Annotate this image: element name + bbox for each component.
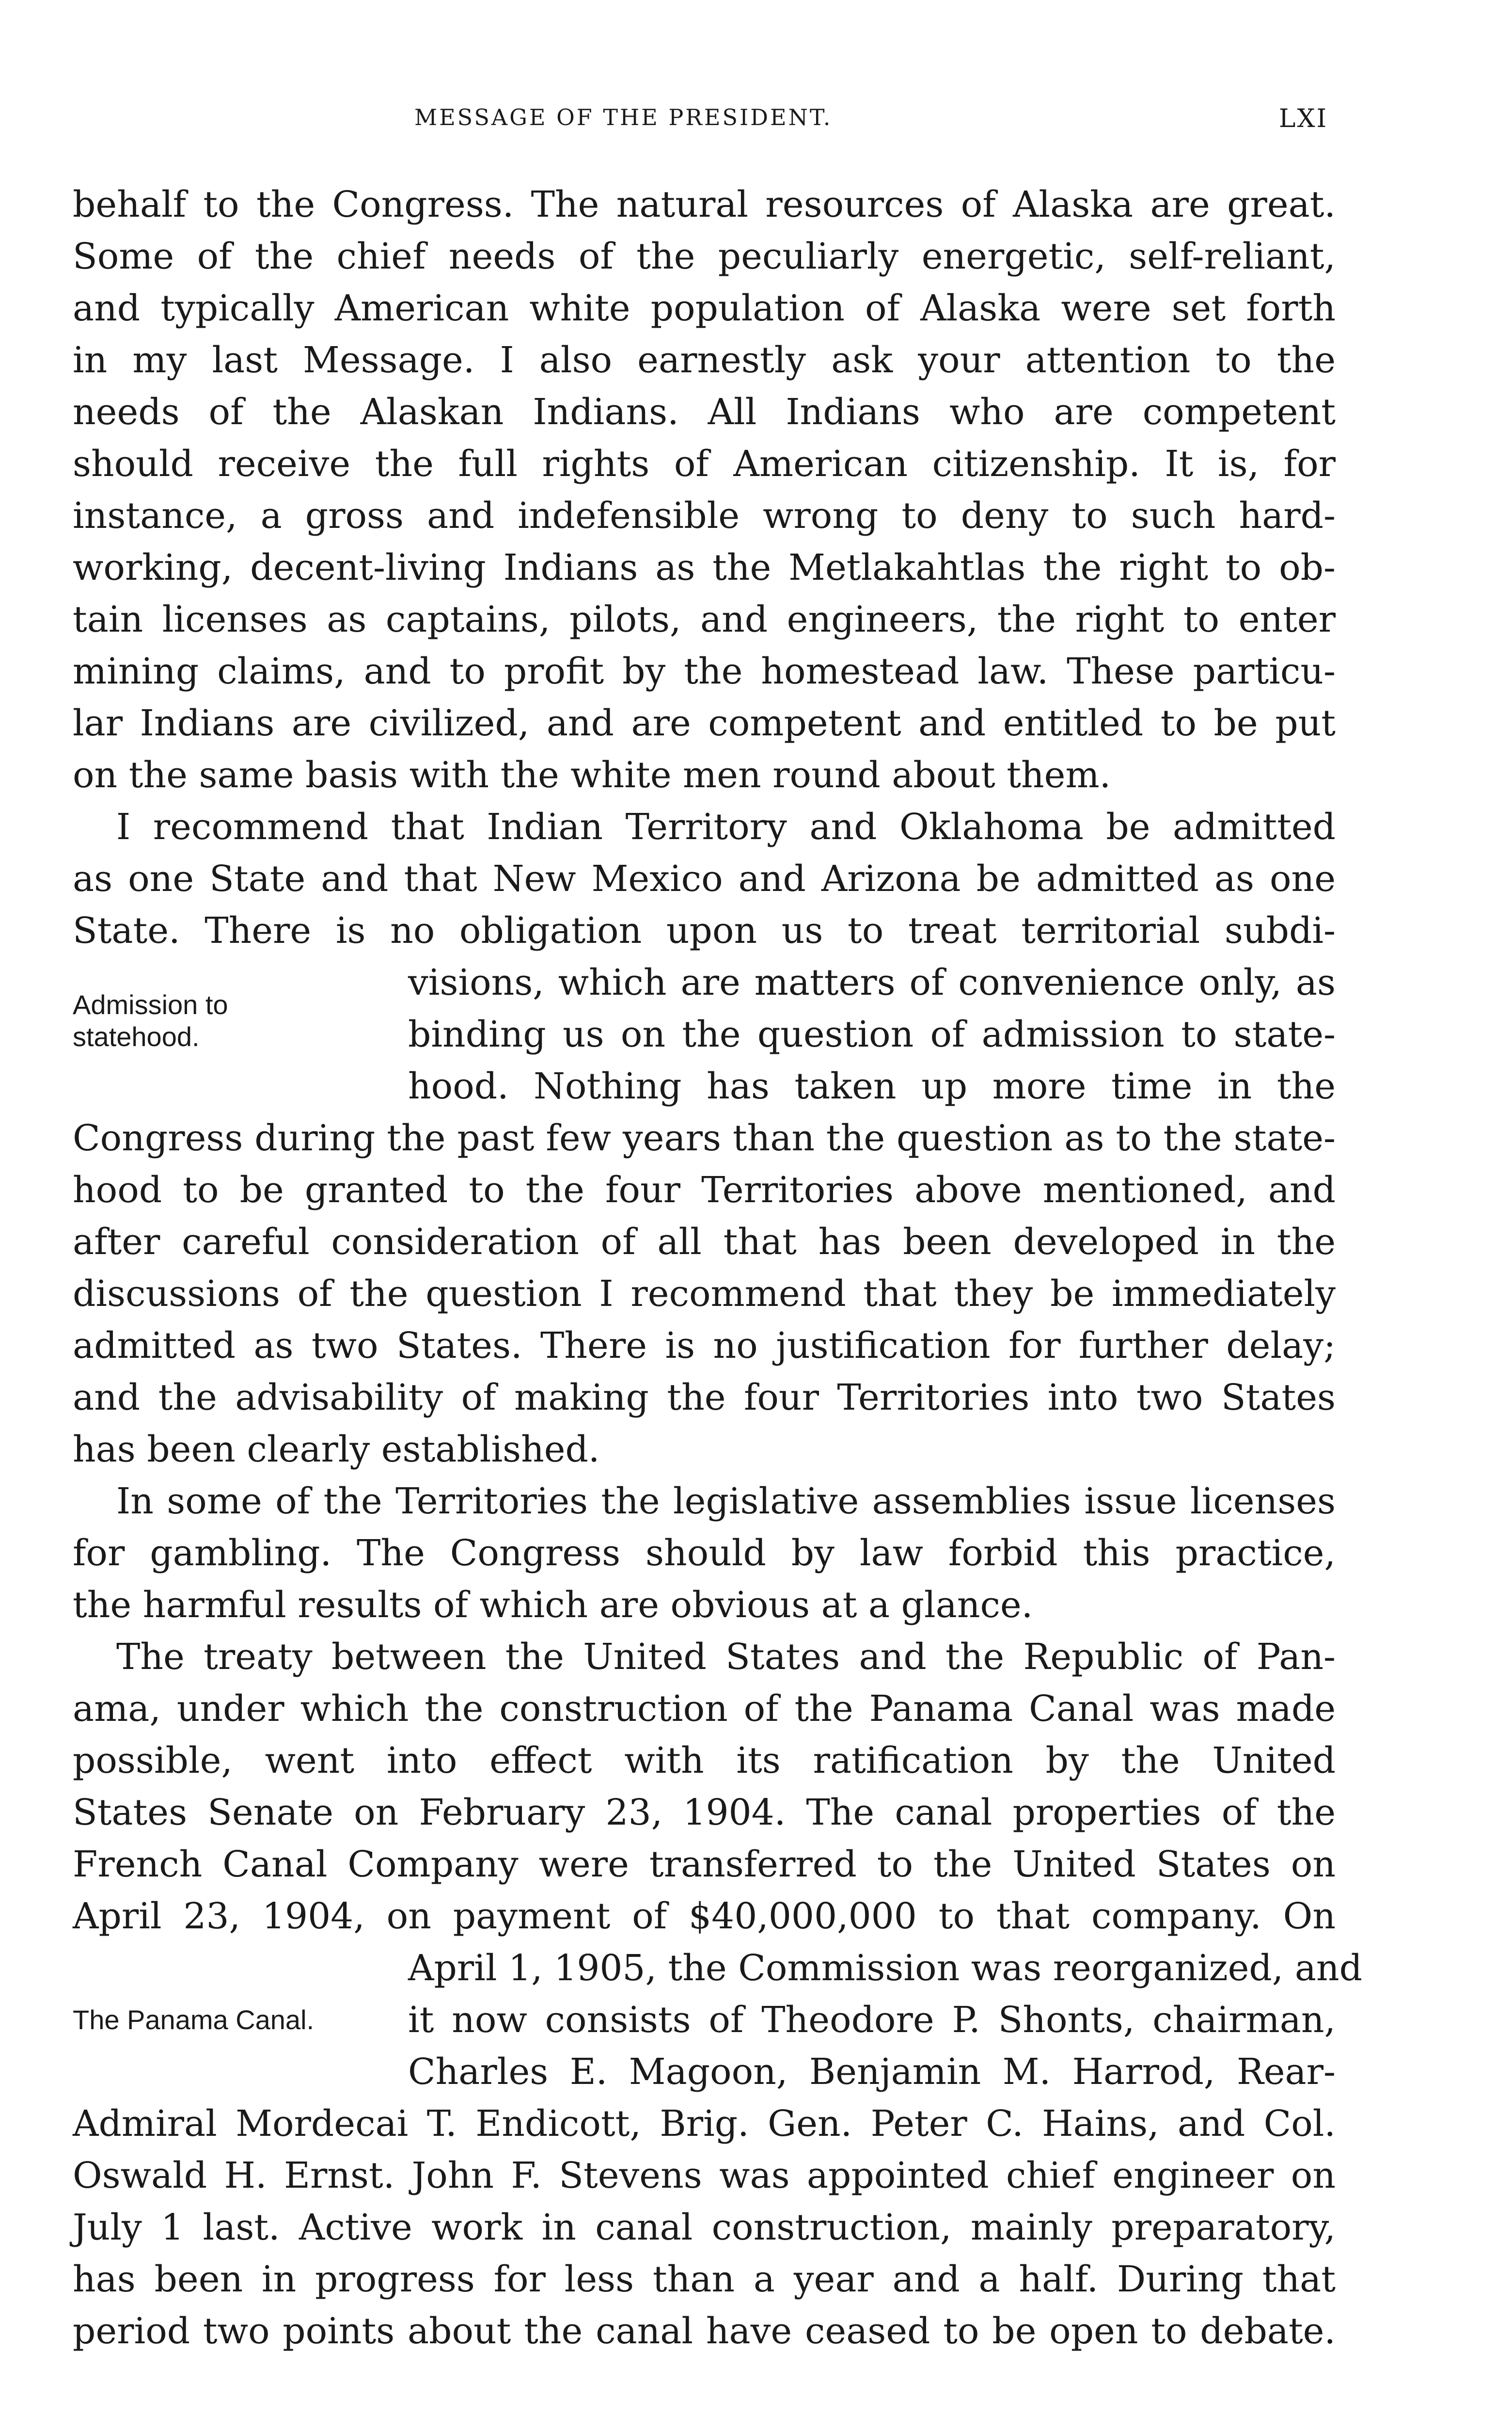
text-line: instance, a gross and indefensible wrong to deny to such hard- <box>73 495 1336 537</box>
page-number: LXI <box>1278 104 1328 133</box>
text-line: Some of the chief needs of the peculiarly energetic, self-reliant, <box>73 236 1336 277</box>
text-line: April 1, 1905, the Commission was reorganized, and <box>408 1947 1362 1989</box>
running-title: MESSAGE OF THE PRESIDENT. <box>414 104 833 130</box>
text-line: in my last Message. I also earnestly ask your attention to the <box>73 339 1336 381</box>
text-line: April 23, 1904, on payment of $40,000,000 to that company. On <box>73 1895 1336 1937</box>
text-line: and typically American white population of Alaska were set forth <box>73 287 1336 329</box>
text-line: Admiral Mordecai T. Endicott, Brig. Gen. Peter C. Hains, and Col. <box>73 2103 1336 2145</box>
sidenote-line: The Panama Canal. <box>73 2004 315 2035</box>
text-line: period two points about the canal have ceased to be open to debate. <box>73 2310 1336 2352</box>
text-line: on the same basis with the white men round about them. <box>73 754 1111 796</box>
text-line: State. There is no obligation upon us to treat territorial subdi- <box>73 910 1336 952</box>
text-line: should receive the full rights of American citizenship. It is, for <box>73 443 1336 485</box>
text-line: it now consists of Theodore P. Shonts, chairman, <box>408 1999 1336 2041</box>
text-line: Congress during the past few years than the question as to the state- <box>73 1117 1336 1159</box>
text-line: Charles E. Magoon, Benjamin M. Harrod, Rear- <box>408 2051 1336 2093</box>
text-line: the harmful results of which are obvious at a glance. <box>73 1584 1033 1626</box>
text-line: hood. Nothing has taken up more time in the <box>408 1065 1336 1107</box>
text-line: behalf to the Congress. The natural resources of Alaska are great. <box>73 184 1336 225</box>
text-line: Oswald H. Ernst. John F. Stevens was appointed chief engineer on <box>73 2155 1336 2196</box>
text-line: mining claims, and to profit by the homestead law. These particu- <box>73 651 1336 692</box>
text-line: In some of the Territories the legislative assemblies issue licenses <box>116 1480 1336 1522</box>
text-line: admitted as two States. There is no justification for further delay; <box>73 1325 1336 1367</box>
text-line: I recommend that Indian Territory and Oklahoma be admitted <box>116 806 1336 848</box>
text-line: hood to be granted to the four Territories above mentioned, and <box>73 1169 1336 1211</box>
sidenote-line: Admission to <box>73 989 228 1020</box>
sidenote-admission-to-statehood <box>73 989 373 1053</box>
text-line: July 1 last. Active work in canal construction, mainly preparatory, <box>73 2207 1336 2248</box>
text-line: States Senate on February 23, 1904. The canal properties of the <box>73 1792 1336 1833</box>
text-line: for gambling. The Congress should by law forbid this practice, <box>73 1532 1336 1574</box>
text-line: after careful consideration of all that has been developed in the <box>73 1221 1336 1263</box>
text-line: has been in progress for less than a year and a half. During that <box>73 2258 1336 2300</box>
text-line: ama, under which the construction of the Panama Canal was made <box>73 1688 1336 1730</box>
sidenote-line: statehood. <box>73 1021 200 1052</box>
text-line: and the advisability of making the four Territories into two States <box>73 1377 1336 1418</box>
text-line: discussions of the question I recommend that they be immediately <box>73 1273 1336 1315</box>
text-line: has been clearly established. <box>73 1429 600 1470</box>
text-line: visions, which are matters of convenience only, as <box>408 962 1336 1003</box>
text-line: possible, went into effect with its ratification by the United <box>73 1740 1336 1781</box>
text-line: French Canal Company were transferred to the United States on <box>73 1844 1336 1885</box>
text-line: lar Indians are civilized, and are competent and entitled to be put <box>73 702 1336 744</box>
running-header <box>0 104 1512 143</box>
text-line: tain licenses as captains, pilots, and engineers, the right to enter <box>73 599 1336 640</box>
sidenote-panama-canal <box>73 2004 373 2036</box>
text-line: working, decent-living Indians as the Metlakahtlas the right to ob- <box>73 547 1336 588</box>
text-line: The treaty between the United States and the Republic of Pan- <box>116 1636 1336 1678</box>
text-line: binding us on the question of admission to state- <box>408 1014 1336 1055</box>
text-line: needs of the Alaskan Indians. All Indians who are competent <box>73 391 1336 433</box>
text-line: as one State and that New Mexico and Arizona be admitted as one <box>73 858 1336 900</box>
